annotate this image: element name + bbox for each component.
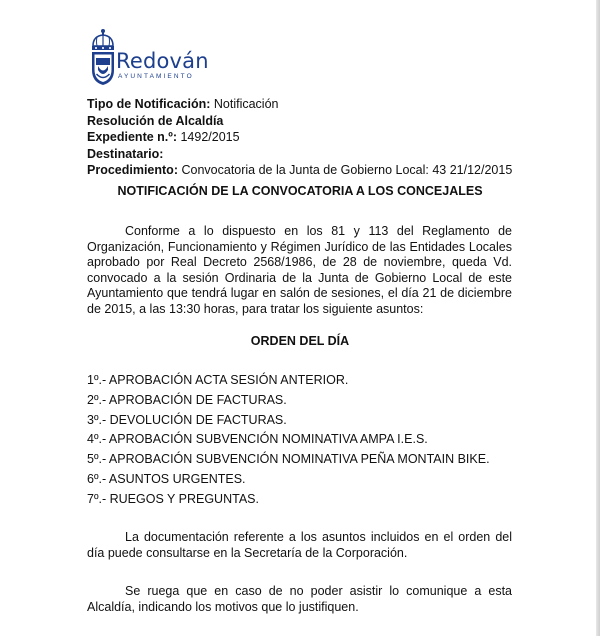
tipo-value: Notificación [213,97,279,111]
agenda-item: 7º.- RUEGOS Y PREGUNTAS. [87,491,259,506]
coat-of-arms-icon [88,28,118,86]
procedimiento-line [87,162,517,179]
municipality-logo [88,28,208,88]
logo-subtitle: AYUNTAMIENTO [118,73,194,80]
agenda-list [87,371,527,510]
document-title: NOTIFICACIÓN DE LA CONVOCATORIA A LOS CONCEJALES [117,184,483,198]
agenda-item: 5º.- APROBACIÓN SUBVENCIÓN NOMINATIVA PEÑA MONTAIN BIKE. [87,452,490,467]
resolucion-label: Resolución de Alcaldía [87,113,224,128]
tipo-label: Tipo de Notificación: [87,97,211,111]
expediente-value: 1492/2015 [180,130,240,144]
agenda-item: 2º.- APROBACIÓN DE FACTURAS. [87,392,287,407]
documentation-paragraph: La documentación referente a los asuntos incluidos en el orden del día puede consultarse en la Secretaría de la Corporación. [87,530,512,560]
page-edge [596,0,600,636]
procedimiento-value: Convocatoria de la Junta de Gobierno Local: 43 21/12/2015 [181,163,513,177]
destinatario-label: Destinatario: [87,146,164,161]
agenda-item: 3º.- DEVOLUCIÓN DE FACTURAS. [87,412,287,427]
intro-paragraph: Conforme a lo dispuesto en los 81 y 113 del Reglamento de Organización, Funcionamiento y Régimen Jurídico de las Entidades Locales aprobado por Real Decreto 2568/1986, de 28 de noviembre, queda Vd. convocado a la sesión Ordinaria de la Junta de Gobierno Local de este Ayuntamiento que tendrá lugar en salón de sesiones, el día 21 de diciembre de 2015, a las 13:30 horas, para tratar los siguiente asuntos: [87,224,512,316]
agenda-item: 6º.- ASUNTOS URGENTES. [87,471,246,486]
logo-name: Redován [116,49,209,73]
orden-del-dia-heading: ORDEN DEL DÍA [250,334,350,348]
destinatario-line [87,146,517,163]
closing-paragraph: Se ruega que en caso de no poder asistir lo comunique a esta Alcaldía, indicando los motivos que lo justifiquen. [87,584,512,614]
notification-header [87,96,517,179]
resolucion-line [87,113,517,130]
agenda-item: 1º.- APROBACIÓN ACTA SESIÓN ANTERIOR. [87,373,349,387]
procedimiento-label: Procedimiento: [87,163,178,177]
expediente-label: Expediente n.º: [87,130,177,144]
agenda-item: 4º.- APROBACIÓN SUBVENCIÓN NOMINATIVA AMPA I.E.S. [87,432,428,447]
tipo-line [87,96,517,113]
expediente-line [87,129,517,146]
